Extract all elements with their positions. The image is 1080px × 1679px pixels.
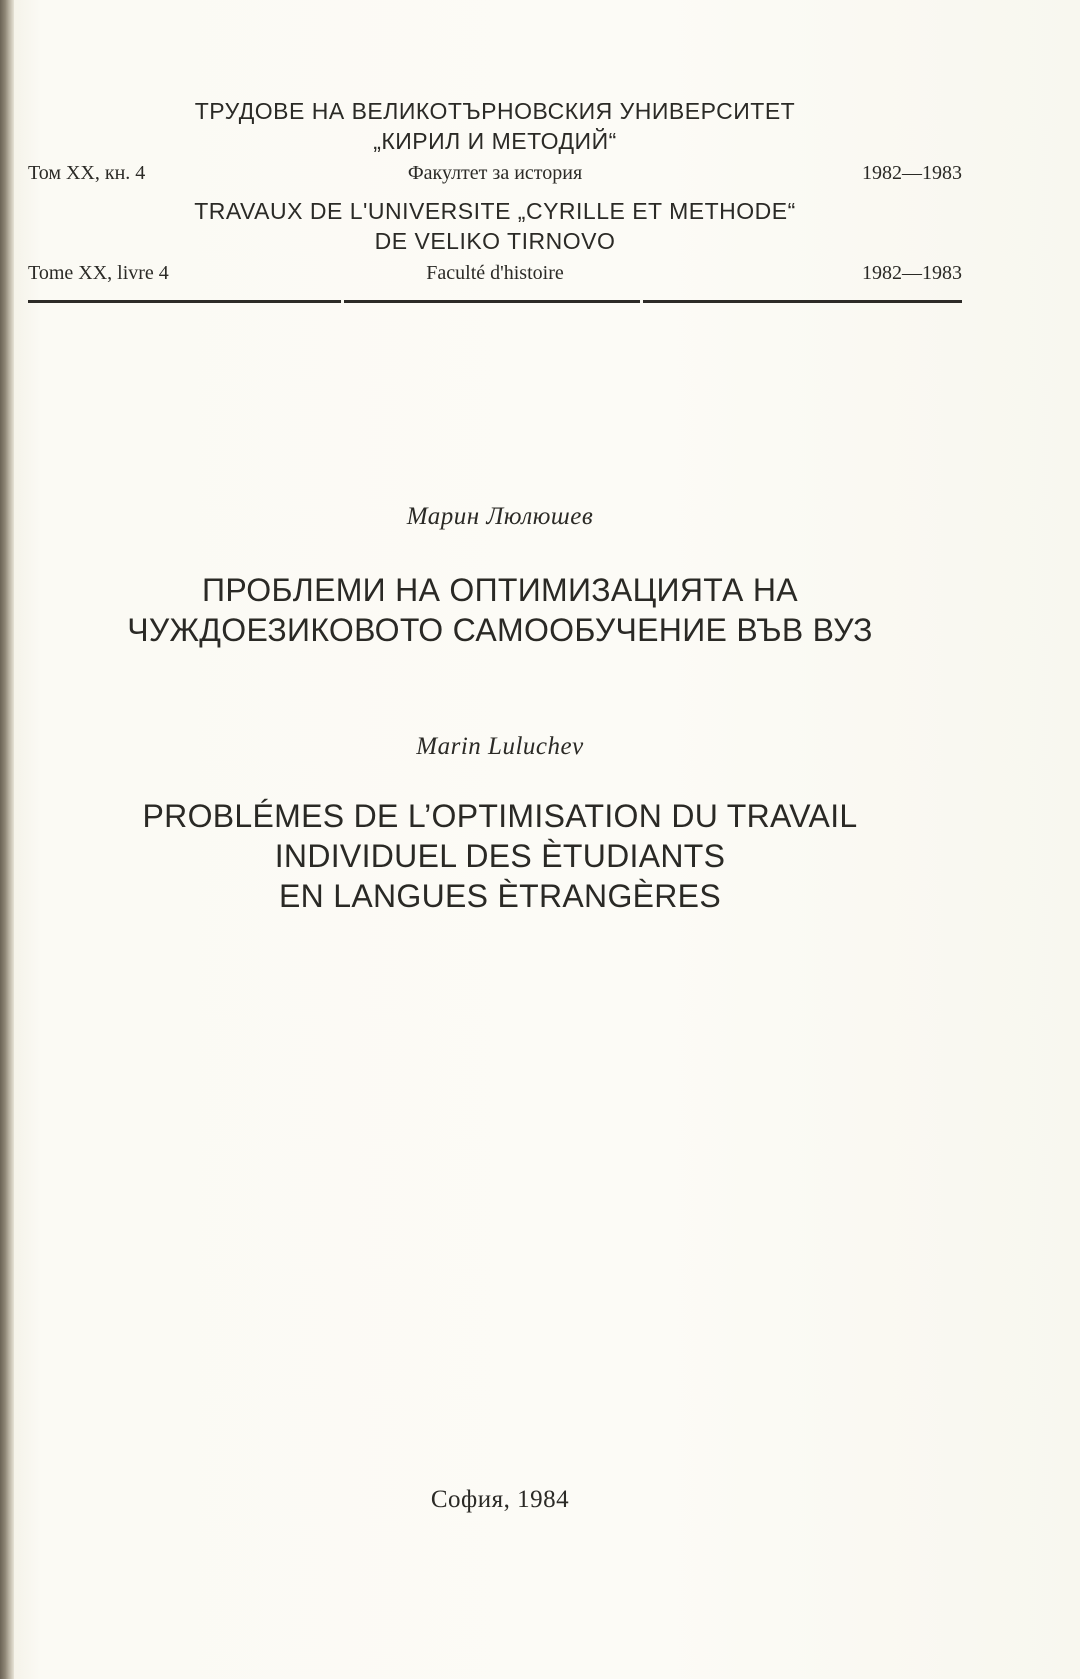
- article-title-fr-line1: PROBLÉMES DE L’OPTIMISATION DU TRAVAIL: [142, 798, 858, 834]
- header-fr-faculty: Faculté d'histoire: [426, 262, 564, 284]
- imprint-place-year: София, 1984: [430, 1486, 570, 1513]
- article-title-bg-line2: ЧУЖДОЕЗИКОВОТО САМООБУЧЕНИЕ ВЪВ ВУЗ: [127, 612, 873, 648]
- article-title-fr: [0, 796, 1000, 916]
- header-bg-info-row: [28, 158, 962, 190]
- author-name-bg: Марин Люлюшев: [406, 503, 594, 530]
- header-fr-title-line1: TRAVAUX DE L'UNIVERSITE „CYRILLE ET METHODE“: [194, 198, 796, 224]
- header-bg-volume: Том XX, кн. 4: [28, 162, 146, 184]
- author-name-fr: Marin Luluchev: [416, 733, 584, 760]
- article-title-fr-line2: INDIVIDUEL DES ÈTUDIANTS: [274, 838, 726, 874]
- article-title-bg: [0, 570, 1000, 650]
- header-fr-years: 1982—1983: [862, 262, 962, 284]
- header-fr-info-row: [28, 258, 962, 290]
- header-divider-rule: [28, 292, 962, 310]
- article-title-bg-line1: ПРОБЛЕМИ НА ОПТИМИЗАЦИЯТА НА: [202, 572, 798, 608]
- header-bg-title-line2: „КИРИЛ И МЕТОДИЙ“: [373, 128, 617, 154]
- journal-header: [28, 96, 962, 310]
- article-title-fr-line3: EN LANGUES ÈTRANGÈRES: [279, 878, 721, 914]
- header-bg-faculty: Факултет за история: [407, 162, 583, 184]
- header-fr-title-line2: DE VELIKO TIRNOVO: [374, 228, 616, 254]
- header-fr-volume: Tome XX, livre 4: [28, 262, 169, 284]
- header-bg-years: 1982—1983: [862, 162, 962, 184]
- header-bg-title-line1: ТРУДОВЕ НА ВЕЛИКОТЪРНОВСКИЯ УНИВЕРСИТЕТ: [194, 98, 796, 124]
